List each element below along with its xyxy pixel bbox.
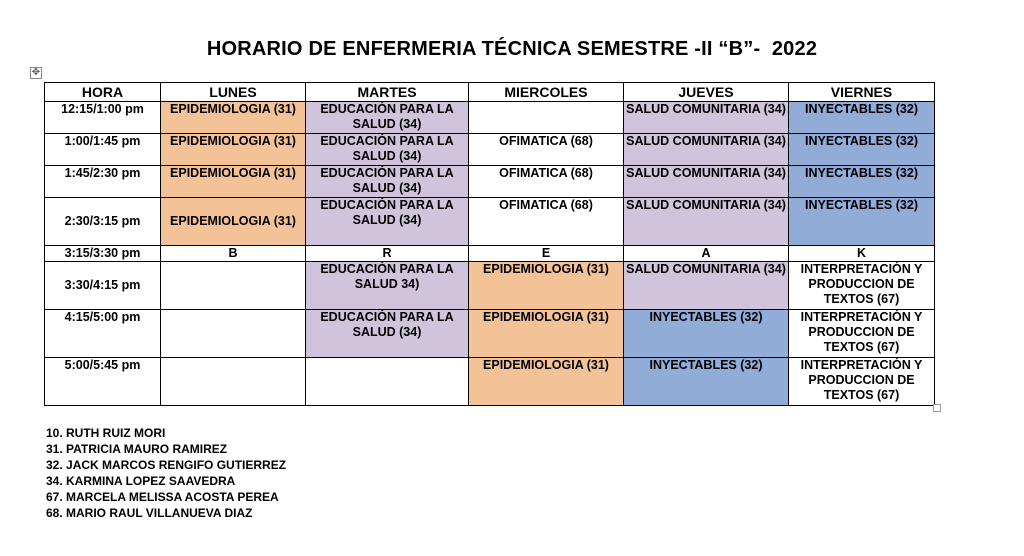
list-item: 10. RUTH RUIZ MORI (46, 426, 166, 440)
class-cell: INYECTABLES (32) (789, 198, 935, 246)
class-cell: INYECTABLES (32) (789, 102, 935, 134)
header-hora: HORA (45, 83, 161, 102)
header-martes: MARTES (306, 83, 469, 102)
time-slot: 1:45/2:30 pm (45, 166, 161, 198)
class-cell (306, 358, 469, 406)
class-cell: EPIDEMIOLOGIA (31) (469, 358, 624, 406)
header-lunes: LUNES (161, 83, 306, 102)
class-cell (161, 310, 306, 358)
header-viernes: VIERNES (789, 83, 935, 102)
class-cell: EPIDEMIOLOGIA (31) (161, 166, 306, 198)
time-slot: 1:00/1:45 pm (45, 134, 161, 166)
class-cell: OFIMATICA (68) (469, 198, 624, 246)
table-row (45, 262, 935, 310)
list-item: 31. PATRICIA MAURO RAMIREZ (46, 442, 228, 456)
time-slot: 3:15/3:30 pm (45, 246, 161, 262)
class-cell: OFIMATICA (68) (469, 134, 624, 166)
break-cell: A (624, 246, 789, 262)
break-cell: E (469, 246, 624, 262)
table-resize-handle[interactable] (933, 404, 941, 412)
table-row (45, 102, 935, 134)
class-cell: EPIDEMIOLOGIA (31) (161, 198, 306, 246)
header-miercoles: MIERCOLES (469, 83, 624, 102)
table-row (45, 166, 935, 198)
break-cell: B (161, 246, 306, 262)
class-cell: EDUCACIÓN PARA LA SALUD (34) (306, 134, 469, 166)
list-item: 34. KARMINA LOPEZ SAAVEDRA (46, 474, 236, 488)
time-slot: 4:15/5:00 pm (45, 310, 161, 358)
class-cell: INYECTABLES (32) (789, 166, 935, 198)
class-cell: SALUD COMUNITARIA (34) (624, 102, 789, 134)
class-cell: EDUCACIÓN PARA LA SALUD 34) (306, 262, 469, 310)
break-cell: K (789, 246, 935, 262)
list-item: 68. MARIO RAUL VILLANUEVA DIAZ (46, 506, 253, 520)
list-item: 32. JACK MARCOS RENGIFO GUTIERREZ (46, 458, 287, 472)
class-cell: INTERPRETACIÓN Y PRODUCCION DE TEXTOS (67) (789, 358, 935, 406)
table-row (45, 134, 935, 166)
class-cell: SALUD COMUNITARIA (34) (624, 198, 789, 246)
class-cell (469, 102, 624, 134)
class-cell: EPIDEMIOLOGIA (31) (469, 262, 624, 310)
class-cell: EDUCACIÓN PARA LA SALUD (34) (306, 310, 469, 358)
class-cell (161, 358, 306, 406)
schedule-table (44, 82, 935, 406)
class-cell: EPIDEMIOLOGIA (31) (161, 134, 306, 166)
class-cell: EDUCACIÓN PARA LA SALUD (34) (306, 166, 469, 198)
table-row (45, 246, 935, 262)
class-cell: EDUCACIÓN PARA LA SALUD (34) (306, 198, 469, 246)
table-row (45, 310, 935, 358)
class-cell: EPIDEMIOLOGIA (31) (469, 310, 624, 358)
class-cell: EDUCACIÓN PARA LA SALUD (34) (306, 102, 469, 134)
time-slot: 5:00/5:45 pm (45, 358, 161, 406)
class-cell: OFIMATICA (68) (469, 166, 624, 198)
class-cell: SALUD COMUNITARIA (34) (624, 166, 789, 198)
class-cell: SALUD COMUNITARIA (34) (624, 262, 789, 310)
class-cell: INYECTABLES (32) (624, 310, 789, 358)
header-row (45, 83, 935, 102)
time-slot: 3:30/4:15 pm (45, 262, 161, 310)
class-cell: SALUD COMUNITARIA (34) (624, 134, 789, 166)
header-jueves: JUEVES (624, 83, 789, 102)
class-cell: INTERPRETACIÓN Y PRODUCCION DE TEXTOS (67) (789, 262, 935, 310)
class-cell: INYECTABLES (32) (789, 134, 935, 166)
page-title: HORARIO DE ENFERMERIA TÉCNICA SEMESTRE -II “B”- 2022 (206, 38, 818, 60)
class-cell (161, 262, 306, 310)
time-slot: 12:15/1:00 pm (45, 102, 161, 134)
time-slot: 2:30/3:15 pm (45, 198, 161, 246)
class-cell: EPIDEMIOLOGIA (31) (161, 102, 306, 134)
teacher-legend (46, 425, 286, 521)
move-arrows-icon[interactable]: ✥ (31, 67, 41, 78)
table-row (45, 358, 935, 406)
table-row (45, 198, 935, 246)
class-cell: INTERPRETACIÓN Y PRODUCCION DE TEXTOS (67) (789, 310, 935, 358)
break-cell: R (306, 246, 469, 262)
list-item: 67. MARCELA MELISSA ACOSTA PEREA (46, 490, 279, 504)
class-cell: INYECTABLES (32) (624, 358, 789, 406)
